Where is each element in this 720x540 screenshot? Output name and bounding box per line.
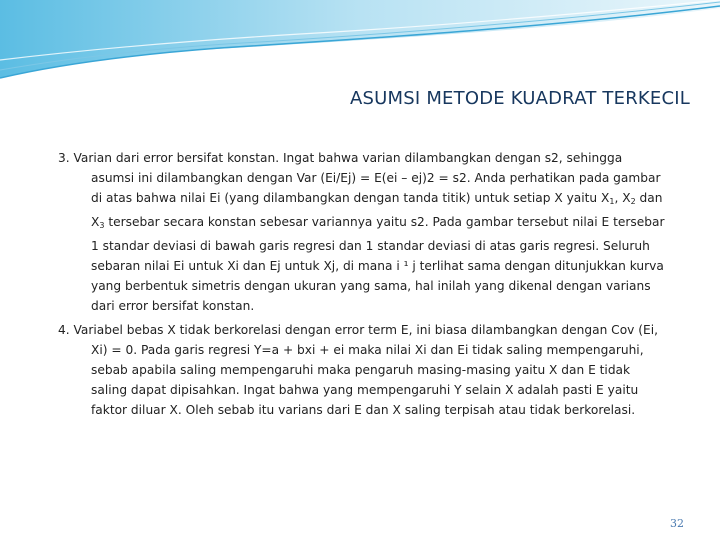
text-line: saling dapat dipisahkan. Ingat bahwa yang mempengaruhi Y selain X adalah pasti E yaitu: [91, 383, 639, 397]
text-line: faktor diluar X. Oleh sebab itu varians dari E dan X saling terpisah atau tidak berkorelasi.: [91, 403, 636, 417]
text-line: asumsi ini dilambangkan dengan Var (Ei/Ej) = E(ei – ej)2 = s2. Anda perhatikan pada gambar: [91, 171, 661, 185]
text-line: 1 standar deviasi di bawah garis regresi dan 1 standar deviasi di atas garis regresi. Seluruh: [91, 239, 650, 253]
text-line: Xi) = 0. Pada garis regresi Y=a + bxi + ei maka nilai Xi dan Ei tidak saling mempengaruhi,: [91, 343, 644, 357]
paragraph-assumption-4: [58, 320, 698, 420]
header-wave-decoration: [0, 0, 720, 90]
slide-title: ASUMSI METODE KUADRAT TERKECIL: [350, 88, 690, 109]
text-line: sebaran nilai Ei untuk Xi dan Ej untuk Xj, di mana i ¹ j terlihat sama dengan ditunjukkan kurva: [91, 259, 664, 273]
page-number: 32: [670, 517, 684, 530]
text-line: $X_3$ tersebar secara konstan sebesar variannya yaitu s2. Pada gambar tersebut nilai E tersebar: [91, 215, 665, 230]
text-line: sebab apabila saling mempengaruhi maka pengaruh masing-masing yaitu X dan E tidak: [91, 363, 631, 377]
text-line: 4. Variabel bebas X tidak berkorelasi dengan error term E, ini biasa dilambangkan dengan Cov (Ei,: [58, 323, 658, 337]
text-line: di atas bahwa nilai Ei (yang dilambangkan dengan tanda titik) untuk setiap X yaitu $X_1$, $X_2$ dan: [91, 191, 663, 206]
text-line: 3. Varian dari error bersifat konstan. Ingat bahwa varian dilambangkan dengan s2, sehingga: [58, 151, 623, 165]
text-line: dari error bersifat konstan.: [91, 299, 255, 313]
text-line: yang berbentuk simetris dengan ukuran yang sama, hal inilah yang dikenal dengan varians: [91, 279, 651, 293]
paragraph-assumption-3: [58, 148, 698, 316]
